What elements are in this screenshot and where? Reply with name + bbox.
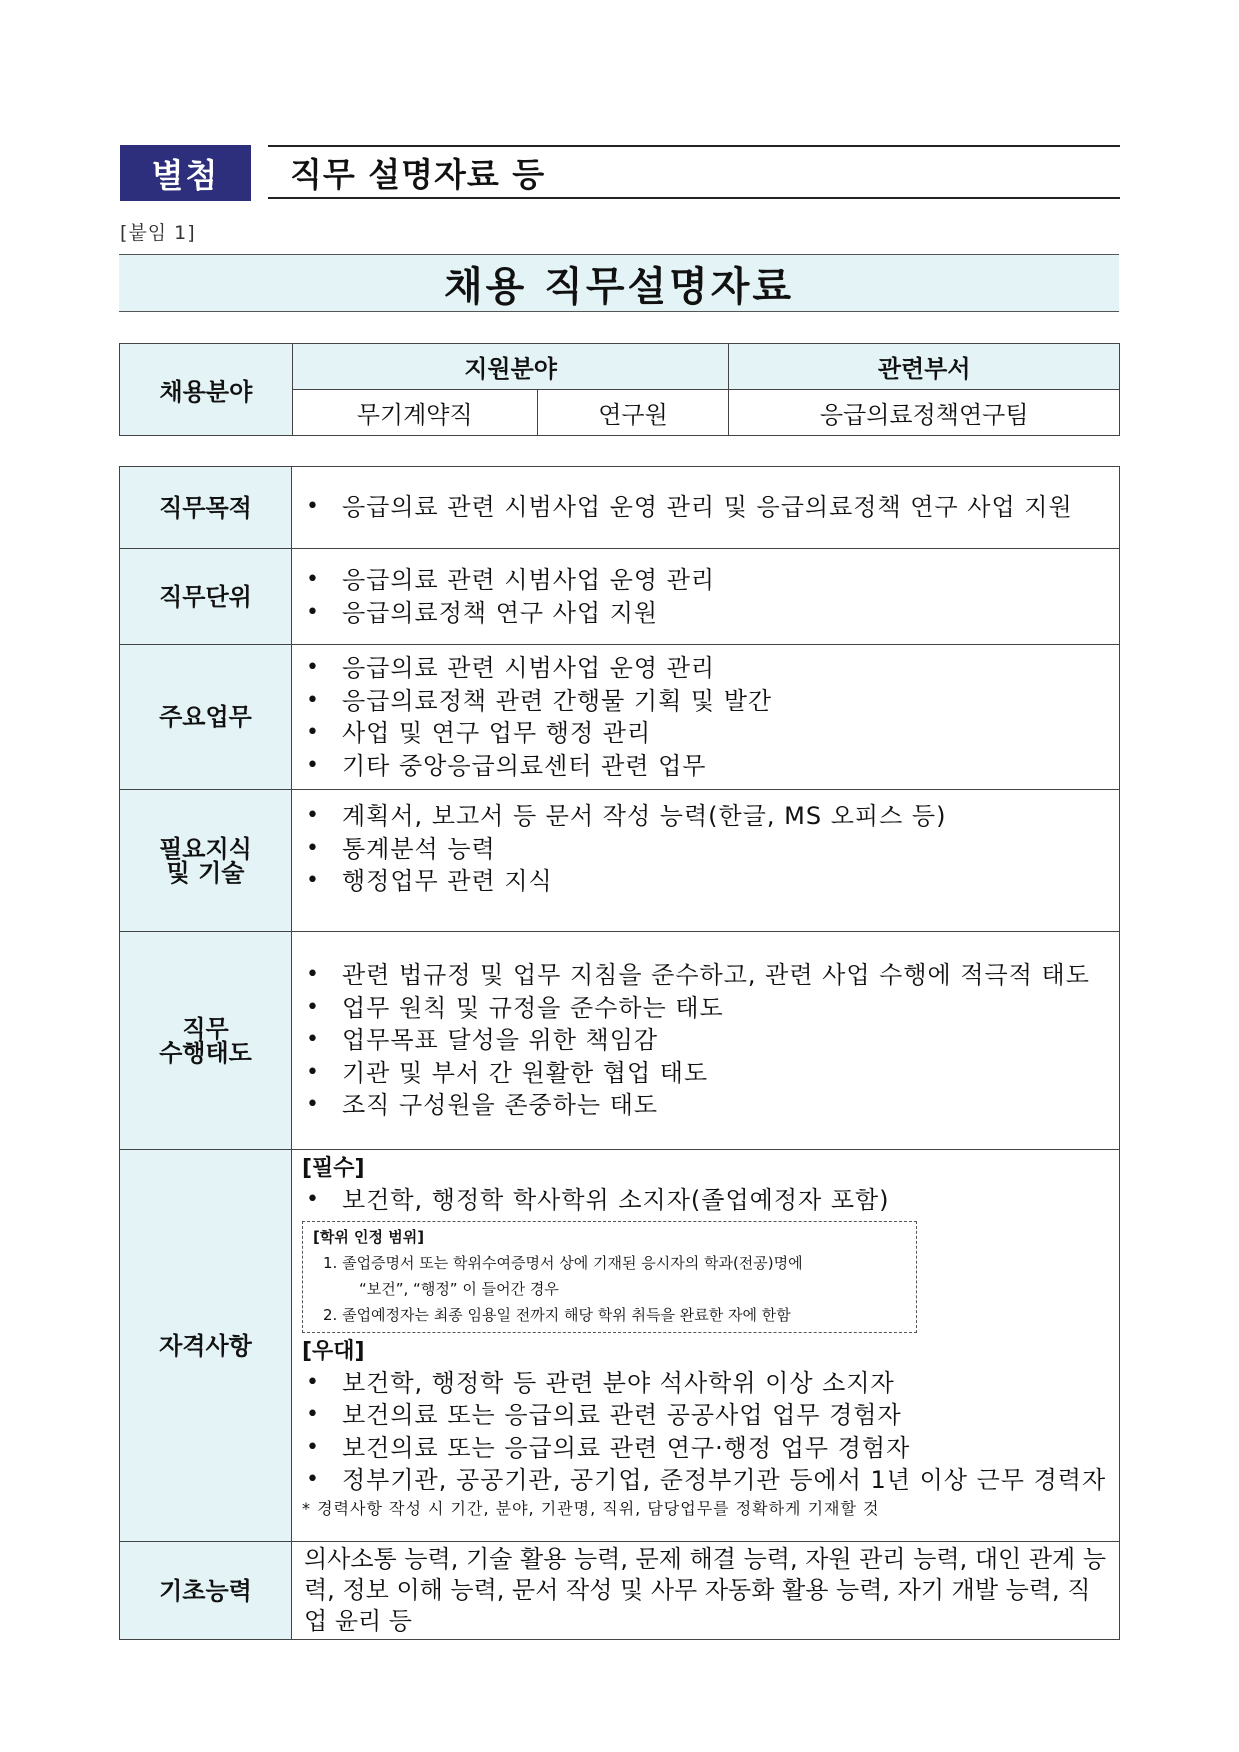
- appendix-badge: 별첨: [120, 145, 251, 201]
- recruit-row-label: 채용분야: [120, 344, 293, 436]
- purpose-item: • 응급의료 관련 시범사업 운영 관리 및 응급의료정책 연구 사업 지원: [306, 491, 1109, 524]
- row-skills: [120, 790, 1120, 932]
- preferred-item: • 보건의료 또는 응급의료 관련 공공사업 업무 경험자: [306, 1399, 1109, 1432]
- preferred-item: • 보건의료 또는 응급의료 관련 연구·행정 업무 경험자: [306, 1432, 1109, 1465]
- position-cell: 연구원: [537, 390, 729, 436]
- task-item: • 사업 및 연구 업무 행정 관리: [306, 717, 1109, 750]
- degree-box-item-continued: “보건”, “행정” 이 들어간 경우: [359, 1279, 559, 1298]
- skill-item: • 계획서, 보고서 등 문서 작성 능력(한글, MS 오피스 등): [306, 800, 1109, 833]
- units-label: 직무단위: [120, 549, 292, 645]
- skill-item: • 행정업무 관련 지식: [306, 865, 1109, 898]
- purpose-label: 직무목적: [120, 467, 292, 549]
- skills-label: [120, 790, 292, 932]
- contract-type-cell: 무기계약직: [292, 390, 537, 436]
- basic-label: 기초능력: [120, 1542, 292, 1640]
- row-main-tasks: [120, 645, 1120, 790]
- unit-item: • 응급의료 관련 시범사업 운영 관리: [306, 564, 1109, 597]
- career-note: * 경력사항 작성 시 기간, 분야, 기관명, 직위, 담당업무를 정확하게 기재할 것: [302, 1498, 880, 1518]
- job-description-table: [119, 466, 1120, 1640]
- unit-item: • 응급의료정책 연구 사업 지원: [306, 597, 1109, 630]
- degree-scope-box: [302, 1221, 917, 1333]
- attachment-label: [붙임 1]: [120, 222, 196, 244]
- attitude-item: • 관련 법규정 및 업무 지침을 준수하고, 관련 사업 수행에 적극적 태도: [306, 959, 1109, 992]
- department-cell: 응급의료정책연구팀: [729, 390, 1120, 436]
- recruit-table: [119, 343, 1120, 436]
- attitude-label-line2: 수행태도: [159, 1038, 252, 1067]
- preferred-heading: [우대]: [302, 1338, 365, 1364]
- attitude-item: • 업무 원칙 및 규정을 준수하는 태도: [306, 992, 1109, 1025]
- degree-box-item: 1. 졸업증명서 또는 학위수여증명서 상에 기재된 응시자의 학과(전공)명에: [323, 1253, 803, 1272]
- header-title: 직무 설명자료 등: [268, 145, 1120, 199]
- row-attitude: [120, 932, 1120, 1150]
- attitude-label: [120, 932, 292, 1150]
- attitude-label-line1: 직무: [182, 1014, 229, 1043]
- department-header: 관련부서: [729, 344, 1120, 390]
- task-item: • 응급의료 관련 시범사업 운영 관리: [306, 652, 1109, 685]
- task-item: • 응급의료정책 관련 간행물 기획 및 발간: [306, 685, 1109, 718]
- row-qualification: [120, 1150, 1120, 1542]
- attitude-item: • 기관 및 부서 간 원활한 협업 태도: [306, 1057, 1109, 1090]
- skills-label-line1: 필요지식: [159, 834, 252, 863]
- row-basic: [120, 1542, 1120, 1640]
- attitude-item: • 조직 구성원을 존중하는 태도: [306, 1089, 1109, 1122]
- preferred-item: • 정부기관, 공공기관, 공기업, 준정부기관 등에서 1년 이상 근무 경력자: [306, 1464, 1109, 1497]
- skill-item: • 통계분석 능력: [306, 833, 1109, 866]
- skills-label-line2: 및 기술: [166, 858, 245, 887]
- basic-text: 의사소통 능력, 기술 활용 능력, 문제 해결 능력, 자원 관리 능력, 대인 관계 능력, 정보 이해 능력, 문서 작성 및 사무 자동화 활용 능력, 자기 개발 능력, 직업 윤리 등: [292, 1542, 1120, 1640]
- page-header: [120, 145, 1120, 201]
- required-heading: [필수]: [302, 1156, 365, 1181]
- preferred-item: • 보건학, 행정학 등 관련 분야 석사학위 이상 소지자: [306, 1367, 1109, 1400]
- field-header: 지원분야: [292, 344, 729, 390]
- document-title: 채용 직무설명자료: [119, 254, 1119, 312]
- degree-box-title: [학위 인정 범위]: [313, 1227, 425, 1246]
- row-units: [120, 549, 1120, 645]
- task-item: • 기타 중앙응급의료센터 관련 업무: [306, 750, 1109, 783]
- qualification-label: 자격사항: [120, 1150, 292, 1542]
- degree-box-item: 2. 졸업예정자는 최종 임용일 전까지 해당 학위 취득을 완료한 자에 한함: [323, 1305, 791, 1324]
- required-item: • 보건학, 행정학 학사학위 소지자(졸업예정자 포함): [306, 1184, 1109, 1217]
- row-purpose: [120, 467, 1120, 549]
- attitude-item: • 업무목표 달성을 위한 책임감: [306, 1024, 1109, 1057]
- main-tasks-label: 주요업무: [120, 645, 292, 790]
